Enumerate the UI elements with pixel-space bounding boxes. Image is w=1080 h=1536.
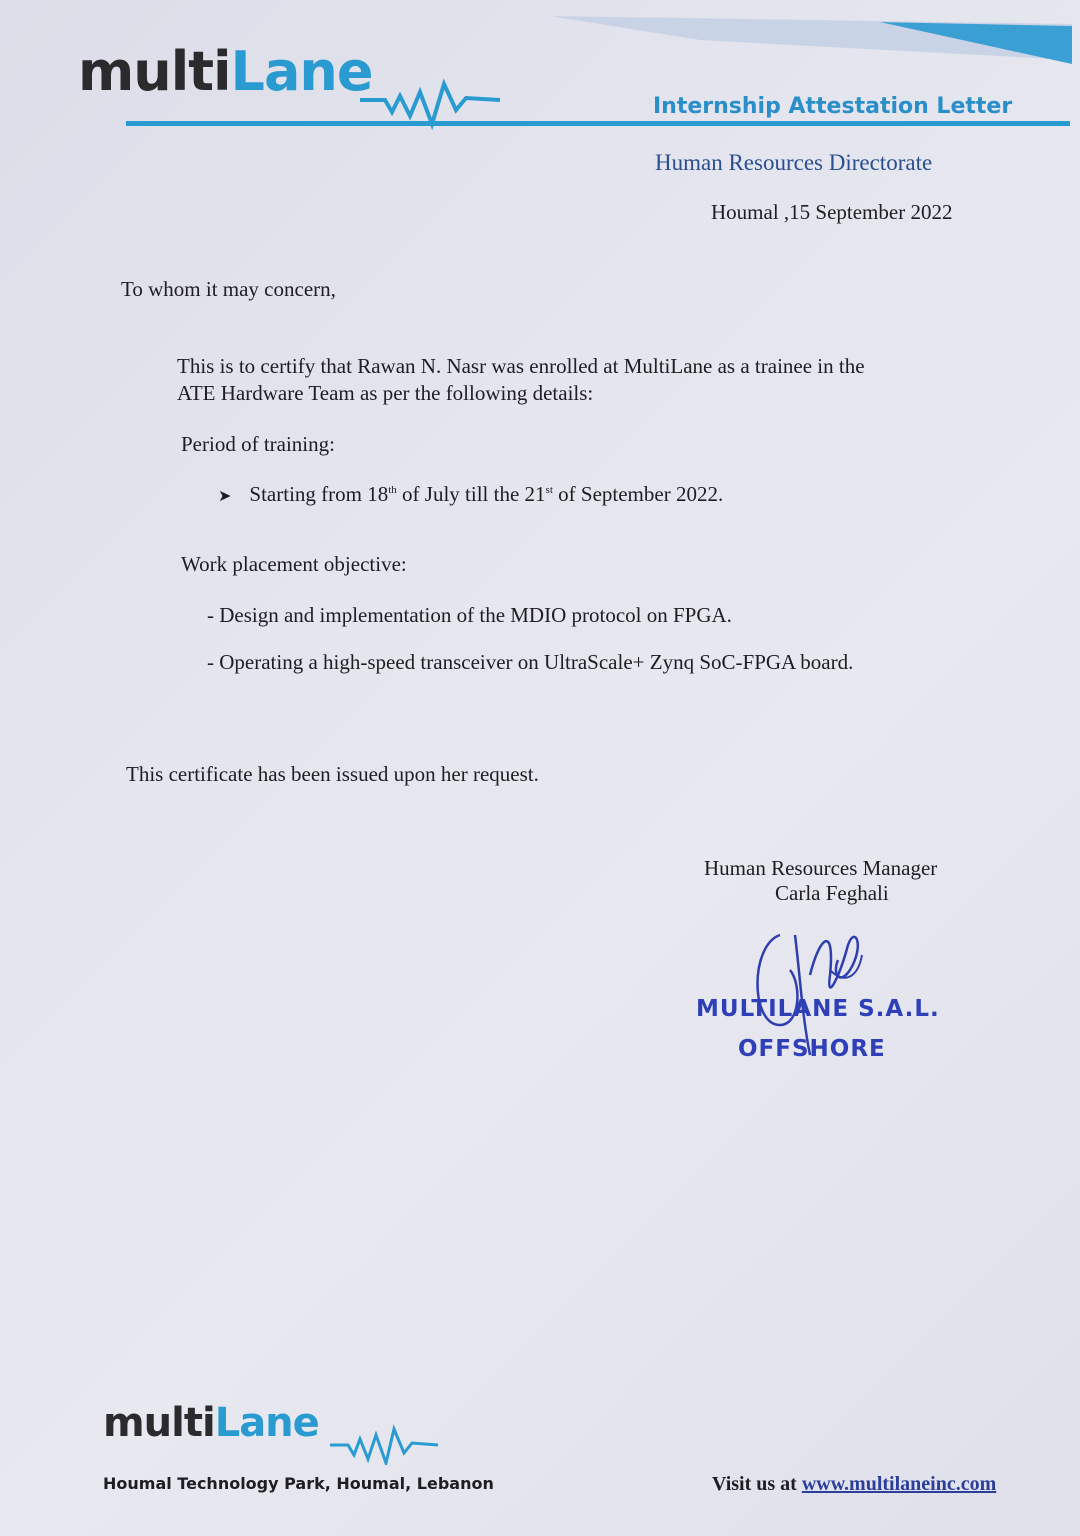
- document-title: Internship Attestation Letter: [653, 94, 1013, 119]
- closing-statement: This certificate has been issued upon her request.: [126, 762, 539, 786]
- period-sup-2: st: [545, 484, 553, 496]
- objective-item: - Operating a high-speed transceiver on UltraScale+ Zynq SoC-FPGA board.: [207, 650, 854, 674]
- period-middle: of July till the 21: [396, 482, 546, 506]
- footer-wave-icon: [330, 1415, 440, 1465]
- letter-date: Houmal ,15 September 2022: [711, 200, 953, 224]
- signatory-name: Carla Feghali: [775, 881, 889, 905]
- footer-website-link[interactable]: www.multilaneinc.com: [801, 1473, 997, 1495]
- objective-heading: Work placement objective:: [181, 552, 407, 576]
- logo-text-lane: Lane: [230, 40, 373, 103]
- period-item: [218, 482, 723, 507]
- arrow-bullet-icon: ➤: [218, 488, 232, 505]
- intro-line-2: ATE Hardware Team as per the following details:: [177, 381, 594, 405]
- company-logo: [78, 40, 372, 103]
- header-rule: [126, 121, 1070, 126]
- objective-item: - Design and implementation of the MDIO protocol on FPGA.: [207, 603, 732, 627]
- signatory-title: Human Resources Manager: [704, 856, 938, 880]
- logo-text-multi: multi: [78, 40, 231, 103]
- intro-line-1: This is to certify that Rawan N. Nasr was enrolled at MultiLane as a trainee in the: [177, 354, 865, 378]
- company-stamp-line-1: MULTILANE S.A.L.: [696, 996, 940, 1022]
- period-heading: Period of training:: [181, 432, 335, 456]
- footer-address: Houmal Technology Park, Houmal, Lebanon: [103, 1474, 494, 1493]
- footer-logo: [103, 1400, 319, 1446]
- footer-visit: [712, 1473, 996, 1496]
- signature-stroke-1: [758, 935, 798, 1025]
- salutation: To whom it may concern,: [121, 277, 336, 301]
- period-prefix: Starting from 18: [249, 482, 389, 506]
- intro-paragraph: [177, 353, 937, 407]
- directorate: Human Resources Directorate: [655, 150, 933, 175]
- footer-logo-text-lane: Lane: [214, 1400, 319, 1446]
- footer-visit-label: Visit us at: [712, 1473, 802, 1495]
- period-suffix: of September 2022.: [552, 482, 724, 506]
- signature-stroke-3: [810, 937, 858, 988]
- logo-wave-icon: [360, 84, 500, 124]
- period-sup-1: th: [388, 484, 397, 496]
- company-stamp-line-2: OFFSHORE: [738, 1036, 886, 1062]
- footer-logo-text-multi: multi: [103, 1400, 215, 1446]
- handwritten-signature: [740, 915, 880, 1065]
